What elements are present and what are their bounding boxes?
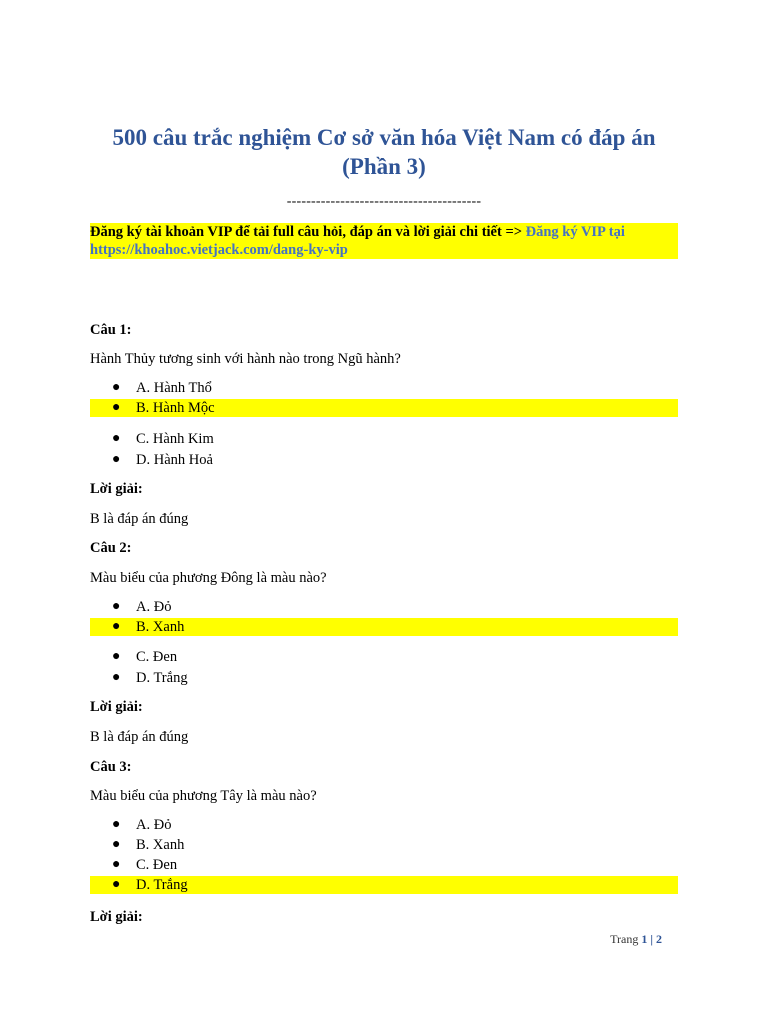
question-3-option-c <box>90 856 678 874</box>
option-text: A. Đỏ <box>136 599 172 615</box>
option-text: A. Hành Thổ <box>136 380 212 396</box>
bullet-icon: ● <box>112 400 121 415</box>
total-pages-number: 2 <box>656 932 662 946</box>
question-2-option-a <box>90 598 678 616</box>
question-2-text: Màu biểu của phương Đông là màu nào? <box>90 570 327 586</box>
footer-separator: | <box>647 932 656 946</box>
bullet-icon: ● <box>112 670 121 685</box>
bullet-icon: ● <box>112 817 121 832</box>
question-1-option-d <box>90 451 678 469</box>
option-text: A. Đỏ <box>136 817 172 833</box>
option-text: C. Đen <box>136 857 178 873</box>
question-2-solution-text: B là đáp án đúng <box>90 729 189 745</box>
option-text: B. Hành Mộc <box>136 400 215 416</box>
question-1-option-b <box>90 399 678 417</box>
question-1-option-a <box>90 379 678 397</box>
question-2-option-c <box>90 648 678 666</box>
bullet-icon: ● <box>112 837 121 852</box>
option-text: B. Xanh <box>136 837 185 853</box>
question-3-option-b <box>90 836 678 854</box>
question-1-text: Hành Thủy tương sinh với hành nào trong Ngũ hành? <box>90 351 401 367</box>
question-2-option-b <box>90 618 678 636</box>
option-text: C. Đen <box>136 649 178 665</box>
bullet-icon: ● <box>112 877 121 892</box>
question-2-label: Câu 2: <box>90 540 132 556</box>
question-3-solution-label: Lời giải: <box>90 909 143 925</box>
bullet-icon: ● <box>112 431 121 446</box>
question-1-solution-text: B là đáp án đúng <box>90 511 189 527</box>
question-3-label: Câu 3: <box>90 759 132 775</box>
vip-link-text: Đăng ký VIP tại <box>525 224 625 240</box>
question-1-option-c <box>90 430 678 448</box>
title-line-1: 500 câu trắc nghiệm Cơ sở văn hóa Việt Nam có đáp án <box>112 125 656 150</box>
option-text: D. Hành Hoả <box>136 452 213 468</box>
question-3-option-a <box>90 816 678 834</box>
page-footer <box>610 931 662 947</box>
question-1-solution-label: Lời giải: <box>90 481 143 497</box>
option-text: D. Trắng <box>136 670 188 686</box>
vip-promo-banner <box>90 223 678 259</box>
option-text: C. Hành Kim <box>136 431 214 447</box>
document-title <box>90 123 678 181</box>
vip-link-url: https://khoahoc.vietjack.com/dang-ky-vip <box>90 242 348 258</box>
question-3-text: Màu biểu của phương Tây là màu nào? <box>90 788 317 804</box>
bullet-icon: ● <box>112 380 121 395</box>
question-1-label: Câu 1: <box>90 322 132 338</box>
bullet-icon: ● <box>112 649 121 664</box>
bullet-icon: ● <box>112 452 121 467</box>
title-line-2: (Phần 3) <box>342 154 426 179</box>
option-text: D. Trắng <box>136 877 188 893</box>
question-3-option-d <box>90 876 678 894</box>
bullet-icon: ● <box>112 599 121 614</box>
promo-text: Đăng ký tài khoản VIP để tải full câu hỏi, đáp án và lời giải chi tiết => <box>90 224 526 240</box>
current-page-number: 1 <box>641 932 648 946</box>
footer-prefix: Trang <box>610 932 642 946</box>
option-text: B. Xanh <box>136 619 185 635</box>
question-2-option-d <box>90 669 678 687</box>
bullet-icon: ● <box>112 857 121 872</box>
bullet-icon: ● <box>112 619 121 634</box>
divider-line: ---------------------------------------- <box>286 194 482 209</box>
question-2-solution-label: Lời giải: <box>90 699 143 715</box>
